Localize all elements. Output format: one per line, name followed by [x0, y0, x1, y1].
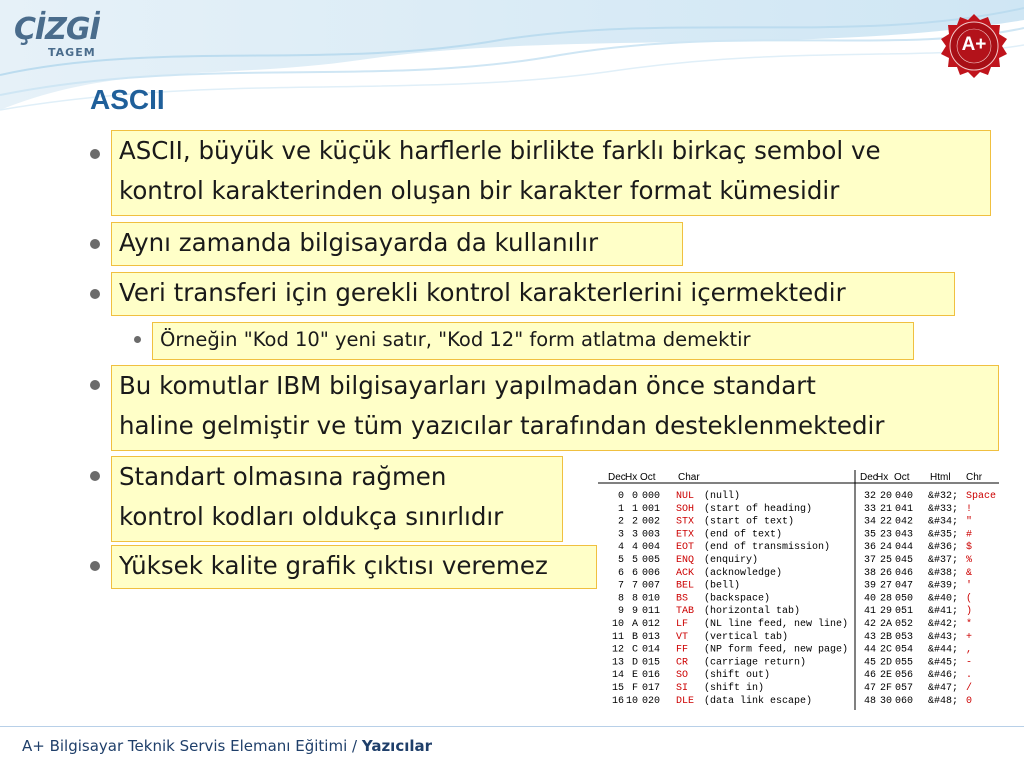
- character: Space: [966, 491, 997, 502]
- table-cell: 041: [895, 503, 914, 515]
- table-header: Hx: [625, 472, 638, 483]
- control-code: FF: [676, 644, 689, 656]
- table-cell: &#48;: [928, 695, 959, 707]
- bullet-dot: [90, 380, 100, 390]
- bullet-dot: [90, 239, 100, 249]
- table-cell: 060: [895, 695, 914, 707]
- table-cell: (vertical tab): [704, 631, 789, 643]
- table-cell: 013: [642, 631, 661, 643]
- table-cell: 25: [879, 555, 892, 566]
- table-cell: (start of text): [704, 516, 795, 528]
- character: #: [966, 529, 973, 541]
- aplus-badge-icon: [938, 12, 1010, 84]
- table-cell: 11: [611, 631, 624, 643]
- table-cell: (bell): [704, 580, 741, 592]
- table-cell: 41: [863, 606, 876, 618]
- table-header: Oct: [894, 472, 910, 483]
- table-cell: 015: [642, 657, 661, 669]
- character: $: [966, 542, 973, 554]
- table-header: Char: [678, 472, 700, 483]
- table-cell: 043: [895, 529, 914, 541]
- table-cell: 32: [863, 491, 876, 502]
- control-code: ACK: [676, 567, 695, 579]
- table-cell: 020: [642, 695, 661, 707]
- table-cell: 2C: [879, 644, 892, 656]
- table-cell: 26: [879, 567, 892, 579]
- table-cell: 2D: [879, 657, 892, 669]
- table-cell: 005: [642, 555, 661, 566]
- table-cell: 012: [642, 619, 661, 630]
- table-cell: &#33;: [928, 503, 959, 515]
- table-cell: 3: [617, 529, 624, 541]
- table-cell: 007: [642, 580, 661, 592]
- table-cell: 057: [895, 683, 914, 694]
- table-cell: 051: [895, 606, 914, 618]
- table-cell: &#37;: [928, 555, 959, 566]
- table-cell: 15: [611, 683, 624, 694]
- table-cell: 2E: [879, 670, 892, 682]
- bullet-line: Yüksek kalite grafik çıktısı veremez: [119, 551, 548, 580]
- bullet-line: Standart olmasına rağmen: [119, 462, 447, 491]
- table-cell: B: [631, 631, 638, 643]
- table-cell: 010: [642, 593, 661, 605]
- table-cell: 040: [895, 491, 914, 502]
- table-header: Chr: [966, 472, 983, 483]
- table-cell: 40: [863, 593, 876, 605]
- control-code: BS: [676, 593, 689, 605]
- table-cell: 21: [879, 503, 892, 515]
- control-code: BEL: [676, 580, 695, 592]
- table-cell: F: [631, 683, 638, 694]
- table-cell: 2B: [879, 631, 892, 643]
- character: ): [966, 606, 973, 618]
- bullet-item: [111, 545, 597, 589]
- table-cell: 43: [863, 631, 876, 643]
- control-code: TAB: [676, 606, 695, 618]
- table-cell: 001: [642, 503, 661, 515]
- table-cell: 047: [895, 580, 914, 592]
- logo-subtext: TAGEM: [48, 46, 96, 59]
- table-cell: (end of text): [704, 529, 783, 541]
- control-code: SO: [676, 670, 689, 682]
- table-cell: 2A: [879, 619, 892, 630]
- table-header: Dec: [860, 472, 878, 483]
- table-cell: &#42;: [928, 619, 959, 630]
- table-cell: 30: [879, 695, 892, 707]
- bullet-line: ASCII, büyük ve küçük harflerle birlikte farklı birkaç sembol ve: [119, 136, 881, 165]
- table-cell: 0: [617, 491, 624, 502]
- control-code: SI: [676, 683, 689, 694]
- logo-text: ÇİZGİ: [14, 12, 100, 47]
- table-header: Hx: [876, 472, 889, 483]
- table-cell: (carriage return): [704, 657, 807, 669]
- character: ,: [966, 644, 973, 656]
- table-cell: (horizontal tab): [704, 606, 801, 618]
- character: ': [966, 580, 973, 592]
- table-cell: 000: [642, 491, 661, 502]
- bullet-line: kontrol karakterinden oluşan bir karakter format kümesidir: [119, 176, 840, 205]
- table-cell: 13: [611, 657, 624, 669]
- bullet-item: [111, 272, 955, 316]
- table-cell: 10: [625, 695, 638, 707]
- table-cell: 14: [611, 670, 624, 682]
- table-cell: 4: [631, 542, 638, 554]
- table-cell: 3: [631, 529, 638, 541]
- table-cell: &#43;: [928, 631, 959, 643]
- table-cell: 35: [863, 529, 876, 541]
- character: 0: [966, 695, 973, 707]
- ascii-table: [598, 468, 999, 710]
- table-cell: 39: [863, 580, 876, 592]
- badge-label: A+: [961, 34, 987, 55]
- table-cell: 27: [879, 580, 892, 592]
- table-cell: &#47;: [928, 683, 959, 694]
- character: %: [966, 555, 973, 566]
- table-cell: 055: [895, 657, 914, 669]
- table-cell: 017: [642, 683, 661, 694]
- table-cell: 052: [895, 619, 914, 630]
- character: *: [966, 619, 973, 630]
- table-cell: (data link escape): [704, 695, 813, 707]
- control-code: STX: [676, 516, 695, 528]
- bullet-item: [111, 456, 563, 542]
- table-cell: (enquiry): [704, 555, 759, 566]
- table-cell: E: [631, 670, 638, 682]
- table-cell: 20: [879, 491, 892, 502]
- table-cell: 1: [617, 503, 624, 515]
- character: (: [966, 593, 973, 605]
- table-cell: &#40;: [928, 593, 959, 605]
- bullet-item: [111, 130, 991, 216]
- table-cell: A: [631, 619, 638, 630]
- table-cell: 28: [879, 593, 892, 605]
- footer-divider: [0, 726, 1024, 727]
- table-cell: 46: [863, 670, 876, 682]
- table-cell: 053: [895, 631, 914, 643]
- table-cell: (end of transmission): [704, 542, 831, 554]
- bullet-line: Bu komutlar IBM bilgisayarları yapılmadan önce standart: [119, 371, 816, 400]
- table-cell: 006: [642, 567, 661, 579]
- table-cell: 8: [631, 593, 638, 605]
- ascii-table-graphic: [598, 468, 999, 710]
- table-cell: 9: [631, 606, 638, 618]
- table-cell: &#46;: [928, 670, 959, 682]
- table-cell: 5: [617, 555, 624, 566]
- table-cell: 011: [642, 606, 661, 618]
- table-cell: 16: [611, 695, 624, 707]
- table-cell: 7: [617, 580, 624, 592]
- table-cell: 0: [631, 491, 638, 502]
- control-code: NUL: [676, 491, 695, 502]
- bullet-item: [111, 222, 683, 266]
- bullet-line: kontrol kodları oldukça sınırlıdır: [119, 502, 504, 531]
- table-cell: 002: [642, 516, 661, 528]
- table-cell: (NL line feed, new line): [704, 619, 849, 630]
- character: -: [966, 657, 973, 669]
- control-code: DLE: [676, 695, 695, 707]
- table-cell: 44: [863, 644, 876, 656]
- table-cell: &#32;: [928, 491, 959, 502]
- table-cell: 42: [863, 619, 876, 630]
- bullet-item: [111, 365, 999, 451]
- table-cell: 6: [631, 567, 638, 579]
- table-cell: 9: [617, 606, 624, 618]
- bullet-line: Örneğin "Kod 10" yeni satır, "Kod 12" form atlatma demektir: [160, 328, 751, 351]
- character: &: [966, 567, 973, 579]
- table-cell: 2F: [879, 683, 892, 694]
- control-code: VT: [676, 631, 689, 643]
- table-cell: D: [631, 657, 638, 669]
- table-cell: 2: [631, 516, 638, 528]
- table-cell: 054: [895, 644, 914, 656]
- bullet-dot: [90, 289, 100, 299]
- table-header: Dec: [608, 472, 626, 483]
- table-cell: C: [631, 644, 638, 656]
- table-cell: 7: [631, 580, 638, 592]
- table-cell: 10: [611, 619, 624, 630]
- table-cell: 4: [617, 542, 624, 554]
- bullet-dot: [90, 149, 100, 159]
- table-cell: &#34;: [928, 516, 959, 528]
- control-code: EOT: [676, 542, 695, 554]
- table-cell: 37: [863, 555, 876, 566]
- table-cell: 050: [895, 593, 914, 605]
- footer-course: A+ Bilgisayar Teknik Servis Elemanı Eğitimi /: [22, 737, 362, 755]
- table-cell: 23: [879, 529, 892, 541]
- table-header: Html: [930, 472, 951, 483]
- character: .: [966, 670, 973, 682]
- table-cell: 014: [642, 644, 661, 656]
- table-cell: (NP form feed, new page): [704, 644, 849, 656]
- character: ": [966, 516, 973, 528]
- table-cell: &#44;: [928, 644, 959, 656]
- table-cell: 016: [642, 670, 661, 682]
- table-cell: 2: [617, 516, 624, 528]
- table-cell: 36: [863, 542, 876, 554]
- table-cell: 22: [879, 516, 892, 528]
- slide-title: ASCII: [90, 84, 165, 115]
- table-cell: 003: [642, 529, 661, 541]
- table-cell: (shift out): [704, 670, 771, 682]
- table-cell: (shift in): [704, 683, 765, 694]
- table-cell: &#41;: [928, 606, 959, 618]
- control-code: ENQ: [676, 555, 695, 566]
- control-code: ETX: [676, 529, 695, 541]
- cizgi-logo: [14, 12, 114, 62]
- table-cell: (backspace): [704, 593, 771, 605]
- table-cell: &#45;: [928, 657, 959, 669]
- table-cell: 12: [611, 644, 624, 656]
- table-cell: &#35;: [928, 529, 959, 541]
- table-cell: 046: [895, 567, 914, 579]
- table-cell: 29: [879, 606, 892, 618]
- table-cell: 8: [617, 593, 624, 605]
- character: +: [966, 631, 973, 643]
- table-cell: 056: [895, 670, 914, 682]
- bullet-line: Veri transferi için gerekli kontrol karakterlerini içermektedir: [119, 278, 846, 307]
- table-cell: 1: [631, 503, 638, 515]
- table-cell: &#36;: [928, 542, 959, 554]
- footer: [22, 737, 432, 755]
- bullet-dot: [90, 471, 100, 481]
- sub-bullet-item: [152, 322, 914, 360]
- bullet-dot: [90, 561, 100, 571]
- control-code: LF: [676, 619, 689, 630]
- table-cell: 044: [895, 542, 914, 554]
- table-cell: (null): [704, 491, 741, 502]
- table-cell: 47: [863, 683, 876, 694]
- character: /: [966, 683, 973, 694]
- table-cell: &#39;: [928, 580, 959, 592]
- footer-topic: Yazıcılar: [361, 737, 433, 755]
- table-cell: 48: [863, 695, 876, 707]
- table-cell: &#38;: [928, 567, 959, 579]
- table-cell: 34: [863, 516, 876, 528]
- sub-bullet-dot: [134, 336, 141, 343]
- table-cell: 004: [642, 542, 661, 554]
- table-cell: (start of heading): [704, 503, 813, 515]
- control-code: CR: [676, 657, 689, 669]
- table-cell: 5: [631, 555, 638, 566]
- table-cell: 042: [895, 516, 914, 528]
- table-header: Oct: [640, 472, 656, 483]
- table-cell: 045: [895, 555, 914, 566]
- bullet-line: Aynı zamanda bilgisayarda da kullanılır: [119, 228, 599, 257]
- table-cell: 6: [617, 567, 624, 579]
- bullet-line: haline gelmiştir ve tüm yazıcılar tarafından desteklenmektedir: [119, 411, 885, 440]
- table-cell: 24: [879, 542, 892, 554]
- table-cell: 33: [863, 503, 876, 515]
- table-cell: 38: [863, 567, 876, 579]
- control-code: SOH: [676, 503, 695, 515]
- table-cell: 45: [863, 657, 876, 669]
- character: !: [966, 503, 973, 515]
- table-cell: (acknowledge): [704, 567, 783, 579]
